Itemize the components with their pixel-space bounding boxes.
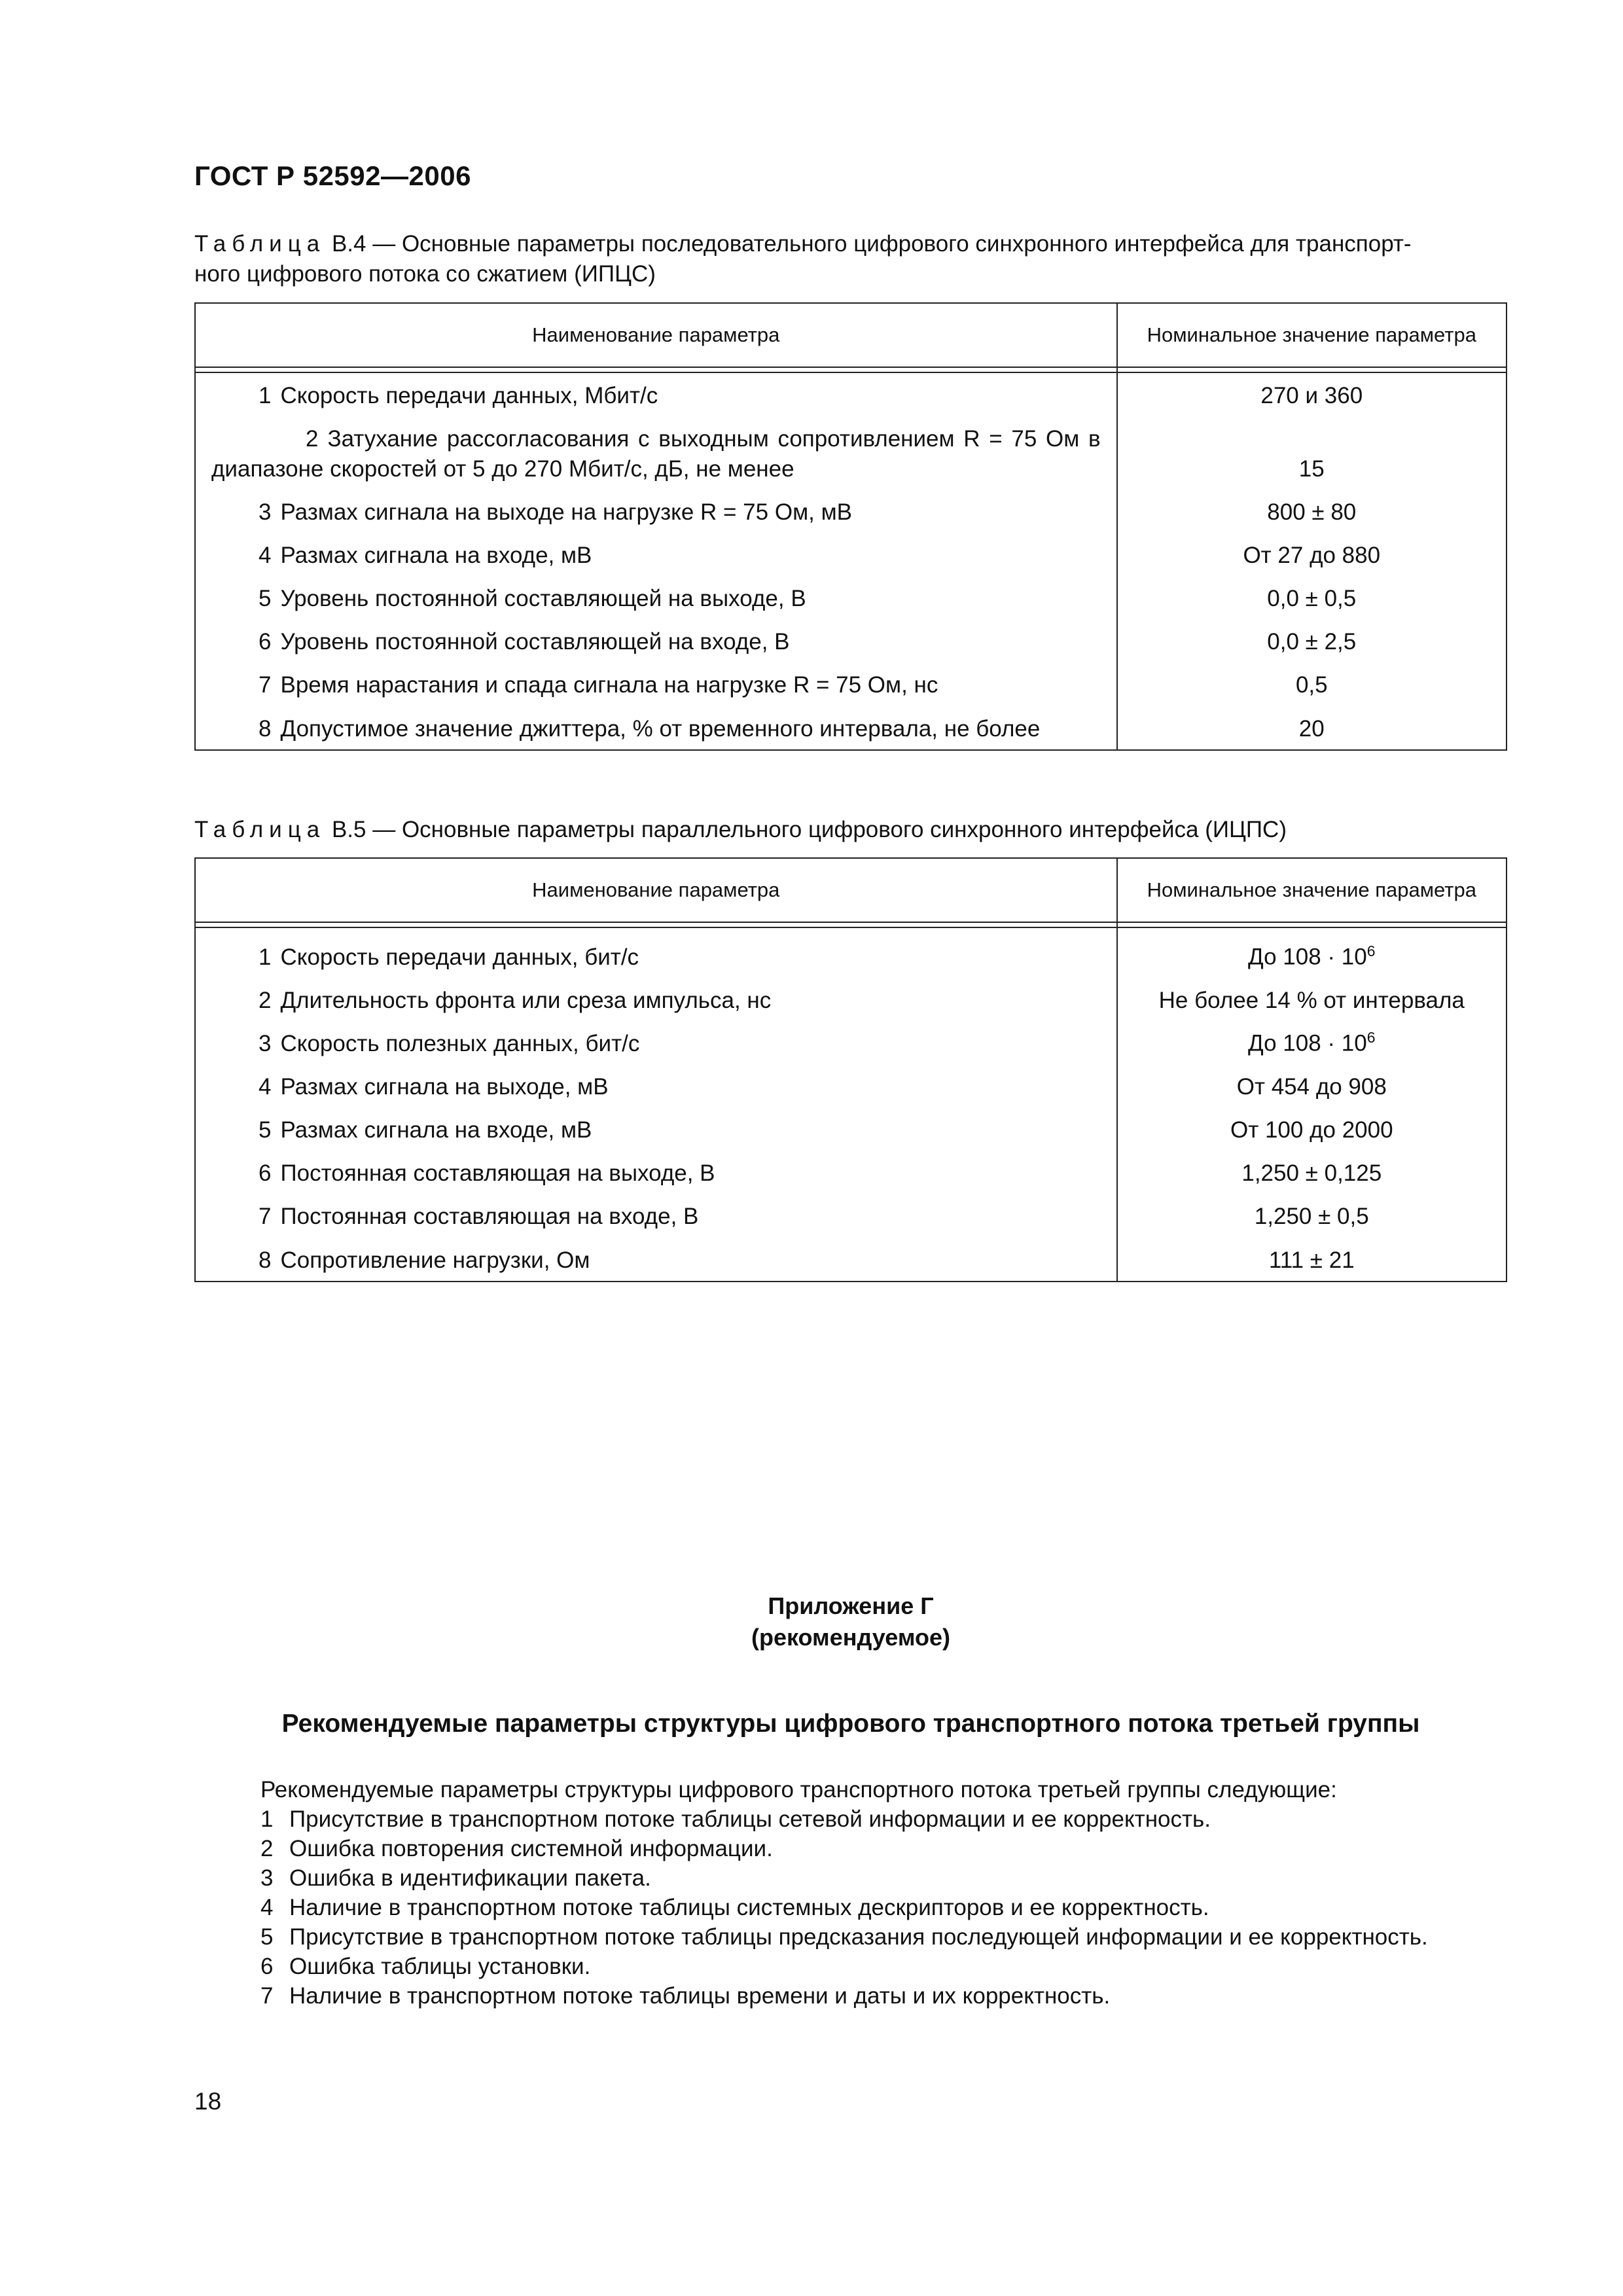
list-item [260, 1922, 1510, 1952]
list-item-text: Наличие в транспортном потоке таблицы системных дескрипторов и ее корректность. [289, 1895, 1209, 1920]
row-number: 2 [306, 426, 319, 452]
param-value [1117, 1152, 1507, 1195]
row-number: 7 [259, 672, 272, 698]
param-name: Допустимое значение джиттера, % от временного интервала, не более [280, 716, 1041, 742]
table-b4-caption-line2: ного цифрового потока со сжатием (ИПЦС) [194, 261, 656, 287]
list-item-number: 2 [260, 1836, 274, 1861]
list-item-number: 7 [260, 1983, 274, 2009]
table-b4-header-separator [195, 367, 1507, 372]
value-base: До 108 · 10 [1248, 1030, 1367, 1056]
param-name: Уровень постоянной составляющей на входе, В [280, 629, 790, 655]
row-number: 8 [259, 716, 272, 742]
table-row [195, 1195, 1507, 1238]
table-row [195, 372, 1507, 418]
param-name: Постоянная составляющая на входе, В [280, 1203, 699, 1229]
appendix-heading [194, 1590, 1507, 1653]
table-b5 [194, 857, 1507, 1282]
table-b5-header-separator [195, 922, 1507, 927]
row-number: 4 [259, 543, 272, 568]
table-row [195, 979, 1507, 1022]
table-row [195, 620, 1507, 664]
param-value: 15 [1117, 418, 1507, 491]
list-item-text: Ошибка повторения системной информации. [289, 1836, 773, 1861]
value-exponent: 6 [1366, 1029, 1376, 1046]
table-b4-col-value: Номинальное значение параметра [1117, 303, 1507, 367]
row-number: 5 [259, 586, 272, 611]
table-b5-col-value: Номинальное значение параметра [1117, 858, 1507, 922]
param-name: Время нарастания и спада сигнала на нагрузке R = 75 Ом, нс [280, 672, 938, 698]
table-b4-caption-word: Таблица [194, 231, 326, 257]
param-name: Размах сигнала на входе, мВ [280, 543, 592, 568]
value-base: Не более 14 % от интервала [1158, 987, 1465, 1013]
list-item-number: 6 [260, 1954, 274, 1979]
param-name: Сопротивление нагрузки, Ом [280, 1247, 590, 1273]
list-item-number: 4 [260, 1895, 274, 1920]
row-number: 1 [259, 383, 272, 408]
list-item-number: 1 [260, 1806, 274, 1832]
appendix-subtitle: (рекомендуемое) [751, 1624, 950, 1651]
param-value [1117, 1022, 1507, 1066]
list-item-number: 5 [260, 1924, 274, 1950]
param-name: Скорость передачи данных, Мбит/с [280, 383, 658, 408]
table-row [195, 491, 1507, 534]
list-item-number: 3 [260, 1865, 274, 1891]
param-value: 20 [1117, 707, 1507, 750]
value-base: 111 ± 21 [1268, 1247, 1355, 1273]
table-row [195, 1238, 1507, 1282]
table-row [195, 1022, 1507, 1066]
page-number: 18 [194, 2088, 222, 2115]
param-value [1117, 1066, 1507, 1109]
list-item [260, 1952, 1510, 1981]
table-row [195, 1152, 1507, 1195]
list-item [260, 1981, 1510, 2011]
param-value [1117, 927, 1507, 979]
table-b5-caption-text: В.5 — Основные параметры параллельного цифрового синхронного интерфейса (ИЦПС) [325, 817, 1287, 842]
param-name: Скорость передачи данных, бит/с [280, 944, 639, 970]
param-value [1117, 1238, 1507, 1282]
param-value: 0,5 [1117, 664, 1507, 707]
value-base: 1,250 ± 0,125 [1241, 1160, 1382, 1186]
value-base: От 100 до 2000 [1230, 1117, 1393, 1143]
param-name: Размах сигнала на выходе, мВ [280, 1073, 609, 1100]
table-b4-caption-text: В.4 — Основные параметры последовательного цифрового синхронного интерфейса для транспорт- [325, 231, 1412, 257]
row-number: 5 [259, 1117, 272, 1143]
document-id: ГОСТ Р 52592—2006 [194, 160, 471, 191]
param-name: Размах сигнала на выходе на нагрузке R = 75 Ом, мВ [280, 499, 852, 525]
row-number: 3 [259, 1030, 272, 1056]
table-b4-caption [194, 229, 1500, 289]
param-value [1117, 1109, 1507, 1152]
param-name: Длительность фронта или среза импульса, нс [280, 987, 772, 1013]
param-value [1117, 979, 1507, 1022]
section-intro: Рекомендуемые параметры структуры цифрового транспортного потока третьей группы следующие: [260, 1777, 1337, 1803]
row-number: 7 [259, 1203, 272, 1229]
param-value [1117, 1195, 1507, 1238]
table-b4-col-name: Наименование параметра [195, 303, 1117, 367]
table-row [195, 534, 1507, 577]
list-item-text: Ошибка таблицы установки. [289, 1954, 591, 1979]
appendix-title: Приложение Г [768, 1592, 934, 1619]
table-row [195, 927, 1507, 979]
param-value: 0,0 ± 2,5 [1117, 620, 1507, 664]
list-item [260, 1804, 1510, 1834]
value-base: До 108 · 10 [1248, 944, 1367, 970]
table-b4-header [195, 303, 1507, 367]
row-number: 6 [259, 1160, 272, 1186]
param-value: 0,0 ± 0,5 [1117, 577, 1507, 620]
table-b5-caption-word: Таблица [194, 817, 326, 842]
param-name: Затухание рассогласования с выходным сопротивлением R = 75 Ом в диапазоне скоростей от 5 до 270 Мбит/с, дБ, не менее [211, 426, 1101, 482]
table-row [195, 1109, 1507, 1152]
list-item-text: Присутствие в транспортном потоке таблицы сетевой информации и ее корректность. [289, 1806, 1211, 1832]
list-item-text: Наличие в транспортном потоке таблицы времени и даты и их корректность. [289, 1983, 1111, 2009]
row-number: 6 [259, 629, 272, 655]
value-exponent: 6 [1366, 942, 1376, 960]
row-number: 2 [259, 987, 272, 1013]
list-item [260, 1863, 1510, 1893]
recommended-parameters-list [260, 1804, 1510, 2011]
row-number: 8 [259, 1247, 272, 1273]
value-base: 1,250 ± 0,5 [1254, 1203, 1369, 1229]
table-row [195, 707, 1507, 750]
table-b5-caption [194, 815, 1500, 845]
table-row [195, 1066, 1507, 1109]
row-number: 1 [259, 944, 272, 970]
list-item-text: Ошибка в идентификации пакета. [289, 1865, 651, 1891]
table-row [195, 577, 1507, 620]
row-number: 4 [259, 1073, 272, 1100]
value-base: От 454 до 908 [1236, 1073, 1387, 1100]
list-item [260, 1834, 1510, 1863]
table-b5-header [195, 858, 1507, 922]
table-b5-col-name: Наименование параметра [195, 858, 1117, 922]
section-title: Рекомендуемые параметры структуры цифрового транспортного потока третьей группы [281, 1710, 1420, 1738]
table-row [195, 418, 1507, 491]
param-name: Скорость полезных данных, бит/с [280, 1030, 640, 1056]
list-item [260, 1893, 1510, 1922]
param-value: 270 и 360 [1117, 372, 1507, 418]
param-name: Размах сигнала на входе, мВ [280, 1117, 592, 1143]
table-row [195, 664, 1507, 707]
param-value: 800 ± 80 [1117, 491, 1507, 534]
param-value: От 27 до 880 [1117, 534, 1507, 577]
param-name: Уровень постоянной составляющей на выходе, В [280, 586, 806, 611]
list-item-text: Присутствие в транспортном потоке таблицы предсказания последующей информации и ее корректность. [289, 1924, 1428, 1950]
param-name: Постоянная составляющая на выходе, В [280, 1160, 715, 1186]
row-number: 3 [259, 499, 272, 525]
table-b4 [194, 302, 1507, 751]
